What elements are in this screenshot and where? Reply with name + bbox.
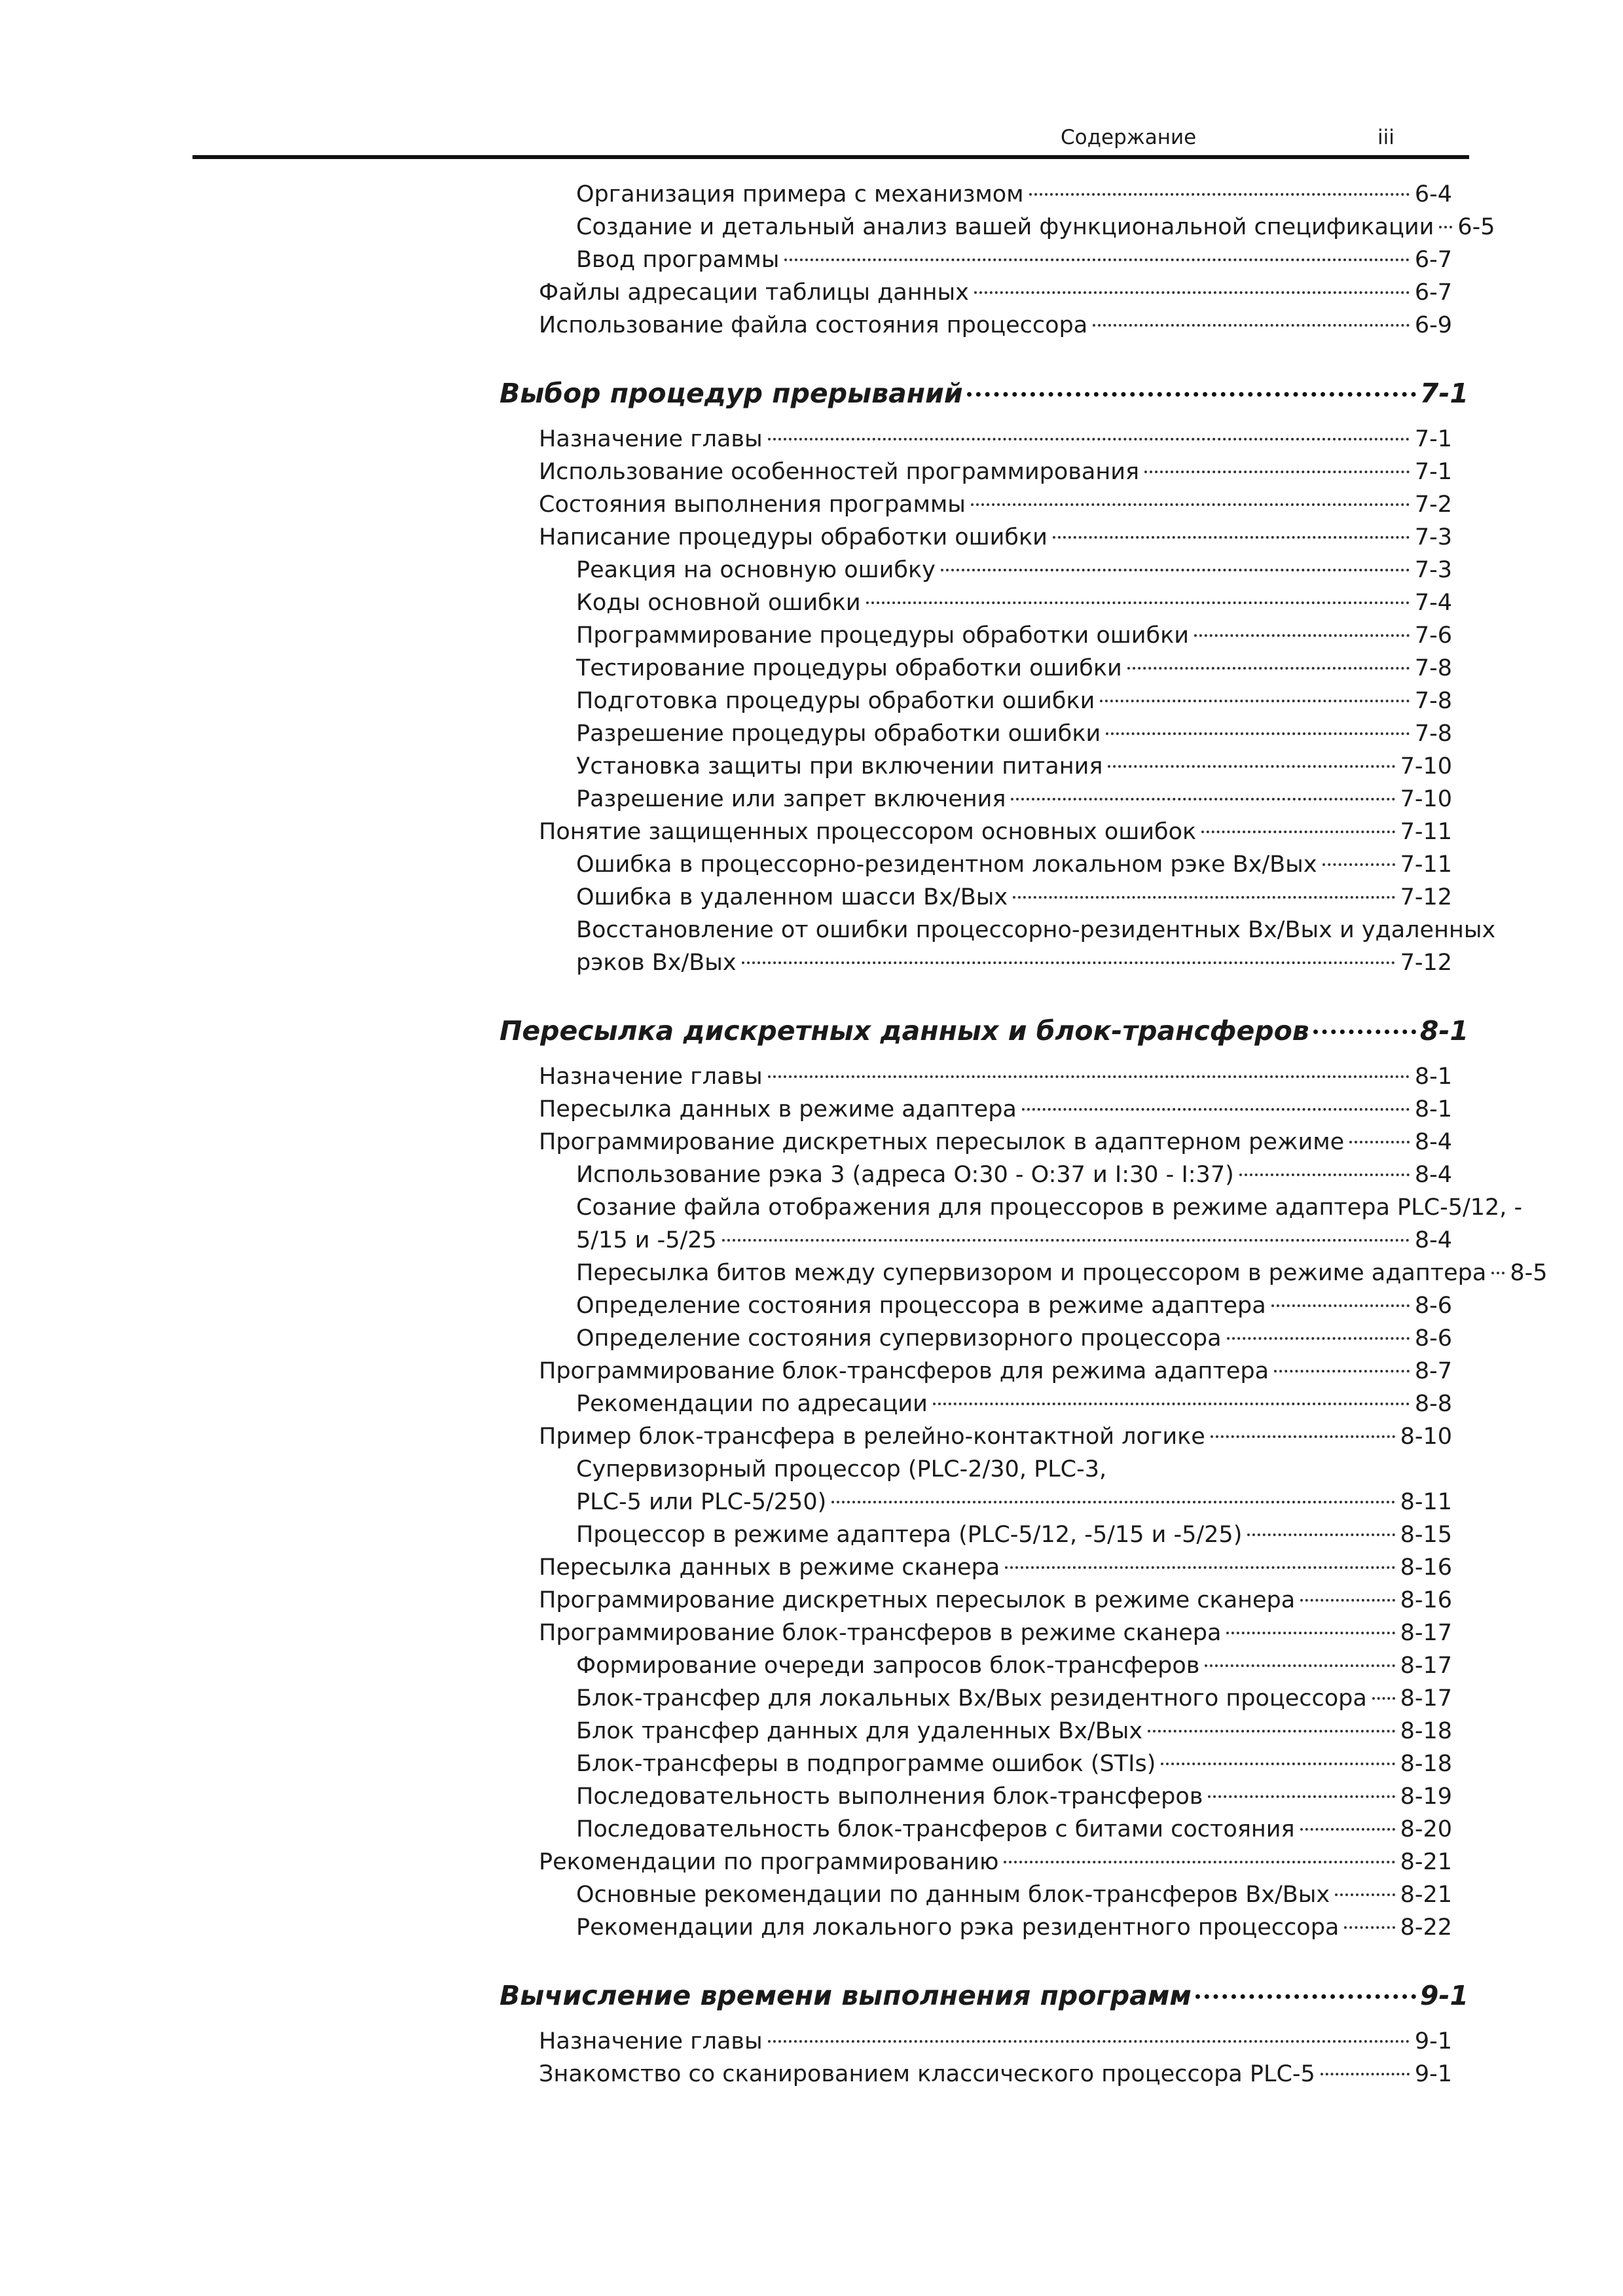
toc-entry-title: Пример блок-трансфера в релейно-контактной логике <box>539 1424 1205 1450</box>
toc-page-number: 9-1 <box>1414 2028 1452 2054</box>
toc-entry <box>576 1260 1548 1286</box>
toc-entry <box>539 279 1452 306</box>
dot-leader <box>941 569 1410 571</box>
toc-page-number: 8-18 <box>1400 1751 1452 1777</box>
dot-leader <box>1053 536 1410 539</box>
toc-page-number: 7-12 <box>1400 950 1452 976</box>
dot-leader <box>1029 193 1410 196</box>
toc-entry <box>576 1882 1452 1908</box>
toc-entry-title: Рекомендации по программированию <box>539 1849 999 1875</box>
toc-entry-title: Восстановление от ошибки процессорно-резидентных Вх/Вых и удаленных <box>576 917 1496 943</box>
toc-entry <box>576 247 1452 273</box>
toc-entry-title: Файлы адресации таблицы данных <box>539 279 969 306</box>
dot-leader <box>722 1239 1410 1242</box>
toc-entry-title: Использование рэка 3 (адреса O:30 - O:37 и I:30 - I:37) <box>576 1162 1234 1188</box>
toc-entry <box>539 2028 1452 2054</box>
toc-entry <box>576 1816 1452 1842</box>
toc-entry <box>576 1227 1452 1253</box>
dot-leader <box>1300 1599 1395 1602</box>
toc-page-number: 8-17 <box>1400 1685 1452 1712</box>
toc-page-number: 8-15 <box>1400 1522 1452 1548</box>
toc-entry-title: Последовательность блок-трансферов с битами состояния <box>576 1816 1295 1842</box>
toc-entry-title: Назначение главы <box>539 426 763 452</box>
toc-entry-title: Процессор в режиме адаптера (PLC-5/12, -5/15 и -5/25) <box>576 1522 1243 1548</box>
toc-page-number: 8-8 <box>1414 1391 1452 1417</box>
dot-leader <box>1439 226 1452 228</box>
toc-entry <box>576 557 1452 583</box>
dot-leader <box>933 1403 1410 1405</box>
toc-entry-title: Коды основной ошибки <box>576 590 861 616</box>
toc-page-number: 7-1 <box>1414 459 1452 485</box>
toc-entry-title: Создание и детальный анализ вашей функциональной спецификации <box>576 214 1434 240</box>
dot-leader <box>866 601 1410 604</box>
toc-entry-title: Формирование очереди запросов блок-трансферов <box>576 1653 1200 1679</box>
toc-page-number: 7-2 <box>1414 492 1452 518</box>
toc-page-number: 8-6 <box>1414 1293 1452 1319</box>
toc-entry-title: Программирование дискретных пересылок в режиме сканера <box>539 1587 1296 1613</box>
toc-page-number: 7-8 <box>1414 655 1452 681</box>
toc-page-number: 8-4 <box>1414 1129 1452 1155</box>
dot-leader <box>1194 634 1410 637</box>
toc-entry <box>539 1064 1452 1090</box>
toc-entry <box>576 655 1452 681</box>
toc-page-number: 8-6 <box>1414 1325 1452 1352</box>
toc-entry-title: Организация примера с механизмом <box>576 181 1024 207</box>
toc-entry-title: Вычисление времени выполнения программ <box>500 1980 1192 2011</box>
toc-entry <box>539 1849 1452 1875</box>
dot-leader <box>1274 1370 1410 1372</box>
toc-entry-title: 5/15 и -5/25 <box>576 1227 717 1253</box>
toc-chapter-heading <box>500 1015 1468 1047</box>
toc-page-number: 8-18 <box>1400 1718 1452 1744</box>
toc-entry-title: Разрешение процедуры обработки ошибки <box>576 721 1101 747</box>
toc-page-number: 7-3 <box>1414 557 1452 583</box>
toc-entry <box>576 1162 1452 1188</box>
toc-entry-title: Ошибка в процессорно-резидентном локальном рэке Вх/Вых <box>576 852 1317 878</box>
toc-entry <box>576 1653 1452 1679</box>
toc-page-number: 8-11 <box>1400 1489 1452 1515</box>
toc-entry-title: Блок трансфер данных для удаленных Вх/Вых <box>576 1718 1143 1744</box>
dot-leader <box>1349 1141 1410 1143</box>
toc-page-number: 8-22 <box>1400 1914 1452 1941</box>
toc-entry <box>576 1718 1452 1744</box>
toc-entry-title: Написание процедуры обработки ошибки <box>539 524 1048 550</box>
toc-page-number: 8-19 <box>1400 1784 1452 1810</box>
toc-entry-title: Программирование блок-трансферов для режима адаптера <box>539 1358 1269 1384</box>
toc-entry-title: Блок-трансферы в подпрограмме ошибок (STIs) <box>576 1751 1156 1777</box>
toc-page-number: 8-4 <box>1414 1162 1452 1188</box>
dot-leader <box>1226 1632 1395 1634</box>
toc-entry <box>539 1096 1452 1122</box>
dot-leader <box>1013 896 1395 899</box>
toc-entry-title: Использование файла состояния процессора <box>539 312 1088 338</box>
toc-entry <box>576 688 1452 714</box>
toc-entry <box>576 753 1452 780</box>
toc-entry <box>576 786 1452 812</box>
toc-entry <box>576 1685 1452 1712</box>
toc-entry <box>539 1620 1452 1646</box>
toc-page-number: 8-1 <box>1414 1096 1452 1122</box>
dot-leader <box>1108 765 1395 768</box>
toc-entry-title: Назначение главы <box>539 2028 763 2054</box>
dot-leader <box>1144 471 1410 473</box>
toc-entry-title: Использование особенностей программирования <box>539 459 1140 485</box>
toc-page-number: 8-17 <box>1400 1620 1452 1646</box>
dot-leader <box>1161 1763 1395 1765</box>
toc-page-number: 8-16 <box>1400 1554 1452 1581</box>
dot-leader <box>1011 798 1395 800</box>
toc-entry <box>576 622 1452 649</box>
dot-leader <box>1022 1108 1410 1111</box>
toc-entry-title: Реакция на основную ошибку <box>576 557 936 583</box>
toc-entry-title: Пересылка дискретных данных и блок-трансферов <box>500 1015 1309 1047</box>
dot-leader <box>967 392 1416 397</box>
toc-page-number: 7-3 <box>1414 524 1452 550</box>
toc-entry-title: Пересылка битов между супервизором и процессором в режиме адаптера <box>576 1260 1487 1286</box>
toc-entry <box>539 1424 1452 1450</box>
dot-leader <box>1491 1272 1504 1274</box>
toc-page-number: 7-8 <box>1414 688 1452 714</box>
dot-leader <box>1127 667 1410 670</box>
toc-entry-title: рэков Вх/Вых <box>576 950 737 976</box>
toc-page-number: 7-11 <box>1400 819 1452 845</box>
toc-entry-title: Пересылка данных в режиме сканера <box>539 1554 1000 1581</box>
toc-entry <box>576 852 1452 878</box>
dot-leader <box>1247 1534 1395 1536</box>
toc-entry <box>539 1358 1452 1384</box>
toc-entry-title: PLC-5 или PLC-5/250) <box>576 1489 827 1515</box>
toc-entry-title: Подготовка процедуры обработки ошибки <box>576 688 1095 714</box>
toc-page-number: 7-12 <box>1400 884 1452 910</box>
dot-leader <box>768 438 1410 440</box>
dot-leader <box>1100 700 1409 702</box>
dot-leader <box>971 503 1410 506</box>
toc-entry <box>576 1914 1452 1941</box>
page-number: iii <box>1377 126 1395 149</box>
toc-entry-title: Основные рекомендации по данным блок-трансферов Вх/Вых <box>576 1882 1330 1908</box>
toc-entry-title: Ошибка в удаленном шасси Вх/Вых <box>576 884 1008 910</box>
dot-leader <box>1195 1994 1416 1999</box>
toc-page-number: 8-1 <box>1419 1015 1468 1047</box>
dot-leader <box>784 259 1409 261</box>
toc-entry <box>539 819 1452 845</box>
toc-page-number: 6-5 <box>1457 214 1495 240</box>
dot-leader <box>1372 1697 1395 1700</box>
toc-entry <box>539 1554 1452 1581</box>
toc-entry <box>576 214 1495 240</box>
toc-page-number: 7-10 <box>1400 786 1452 812</box>
toc-entry <box>539 459 1452 485</box>
toc-entry <box>539 2061 1452 2087</box>
toc-page-number: 7-8 <box>1414 721 1452 747</box>
dot-leader <box>1205 1664 1395 1667</box>
toc-entry <box>539 426 1452 452</box>
toc-entry-title: Тестирование процедуры обработки ошибки <box>576 655 1122 681</box>
toc-entry <box>576 884 1452 910</box>
toc-entry-title: Назначение главы <box>539 1064 763 1090</box>
header-rule <box>192 155 1469 159</box>
toc-entry <box>539 1587 1452 1613</box>
toc-entry-title: Супервизорный процессор (PLC-2/30, PLC-3, <box>576 1456 1107 1482</box>
dot-leader <box>742 961 1395 964</box>
dot-leader <box>1335 1893 1395 1896</box>
dot-leader <box>1227 1337 1410 1340</box>
toc-entry-title: Знакомство со сканированием классического процессора PLC-5 <box>539 2061 1315 2087</box>
dot-leader <box>1271 1304 1410 1307</box>
toc-entry <box>576 1489 1452 1515</box>
toc-entry-title: Ввод программы <box>576 247 780 273</box>
dot-leader <box>1208 1795 1395 1798</box>
toc-entry-title: Программирование блок-трансферов в режиме сканера <box>539 1620 1222 1646</box>
toc-entry-title: Разрешение или запрет включения <box>576 786 1006 812</box>
dot-leader <box>768 2040 1410 2043</box>
dot-leader <box>1005 1566 1395 1569</box>
toc-page-number: 6-7 <box>1414 247 1452 273</box>
toc-entry-title: Пересылка данных в режиме адаптера <box>539 1096 1017 1122</box>
dot-leader <box>1344 1926 1395 1929</box>
toc-page-number: 9-1 <box>1419 1980 1468 2011</box>
toc-page-number: 7-6 <box>1414 622 1452 649</box>
toc-entry-title: Понятие защищенных процессором основных ошибок <box>539 819 1197 845</box>
toc-chapter-heading <box>500 378 1468 409</box>
toc-entry <box>576 590 1452 616</box>
toc-page-number: 8-1 <box>1414 1064 1452 1090</box>
toc-page-number: 7-10 <box>1400 753 1452 780</box>
toc-page-number: 7-1 <box>1414 426 1452 452</box>
toc-entry-title: Определение состояния супервизорного процессора <box>576 1325 1222 1352</box>
toc-page-number: 9-1 <box>1414 2061 1452 2087</box>
toc-page-number: 8-21 <box>1400 1882 1452 1908</box>
dot-leader <box>1106 732 1410 735</box>
toc-entry <box>576 1325 1452 1352</box>
dot-leader <box>1148 1730 1395 1732</box>
dot-leader <box>768 1075 1410 1078</box>
toc-page-number: 8-7 <box>1414 1358 1452 1384</box>
toc-entry-title: Блок-трансфер для локальных Вх/Вых резидентного процессора <box>576 1685 1367 1712</box>
toc-entry <box>576 1194 1523 1221</box>
toc-page-number: 7-11 <box>1400 852 1452 878</box>
toc-entry-title: Созание файла отображения для процессоров в режиме адаптера PLC-5/12, - <box>576 1194 1523 1221</box>
toc-entry <box>576 721 1452 747</box>
toc-entry <box>576 1391 1452 1417</box>
running-header-title: Содержание <box>1061 126 1197 149</box>
toc-page-number: 8-10 <box>1400 1424 1452 1450</box>
dot-leader <box>1239 1174 1410 1176</box>
toc-entry-title: Установка защиты при включении питания <box>576 753 1103 780</box>
toc-page-number: 8-17 <box>1400 1653 1452 1679</box>
toc-page-number: 6-9 <box>1414 312 1452 338</box>
toc-entry <box>576 1293 1452 1319</box>
toc-chapter-heading <box>500 1980 1468 2011</box>
toc-entry <box>539 492 1452 518</box>
toc-entry <box>576 1522 1452 1548</box>
toc-page-number: 7-4 <box>1414 590 1452 616</box>
toc-entry <box>576 1784 1452 1810</box>
toc-page-number: 8-21 <box>1400 1849 1452 1875</box>
dot-leader <box>1004 1861 1395 1863</box>
dot-leader <box>1201 831 1395 833</box>
dot-leader <box>974 291 1410 294</box>
dot-leader <box>1322 863 1395 866</box>
toc-page-number: 6-4 <box>1414 181 1452 207</box>
dot-leader <box>831 1501 1395 1503</box>
toc-entry <box>539 1129 1452 1155</box>
dot-leader <box>1321 2073 1410 2075</box>
toc-page-number: 6-7 <box>1414 279 1452 306</box>
toc-page-number: 8-20 <box>1400 1816 1452 1842</box>
dot-leader <box>1313 1030 1416 1034</box>
toc-entry <box>576 950 1452 976</box>
toc-entry <box>576 1751 1452 1777</box>
dot-leader <box>1300 1828 1395 1831</box>
toc-entry-title: Рекомендации для локального рэка резидентного процессора <box>576 1914 1340 1941</box>
toc-entry-title: Программирование процедуры обработки ошибки <box>576 622 1190 649</box>
toc-entry-title: Рекомендации по адресации <box>576 1391 928 1417</box>
toc-page-number: 8-4 <box>1414 1227 1452 1253</box>
dot-leader <box>1211 1435 1395 1438</box>
toc-entry <box>576 1456 1452 1482</box>
toc-entry <box>576 181 1452 207</box>
dot-leader <box>1093 324 1410 327</box>
toc-entry-title: Определение состояния процессора в режиме адаптера <box>576 1293 1266 1319</box>
toc-entry-title: Выбор процедур прерываний <box>500 378 963 409</box>
toc-page-number: 7-1 <box>1419 378 1468 409</box>
toc-page-number: 8-16 <box>1400 1587 1452 1613</box>
toc-entry <box>576 917 1496 943</box>
toc-entry-title: Программирование дискретных пересылок в адаптерном режиме <box>539 1129 1345 1155</box>
toc-entry <box>539 312 1452 338</box>
toc-page-number: 8-5 <box>1510 1260 1548 1286</box>
toc-entry-title: Последовательность выполнения блок-трансферов <box>576 1784 1203 1810</box>
toc-entry-title: Состояния выполнения программы <box>539 492 966 518</box>
toc-entry <box>539 524 1452 550</box>
